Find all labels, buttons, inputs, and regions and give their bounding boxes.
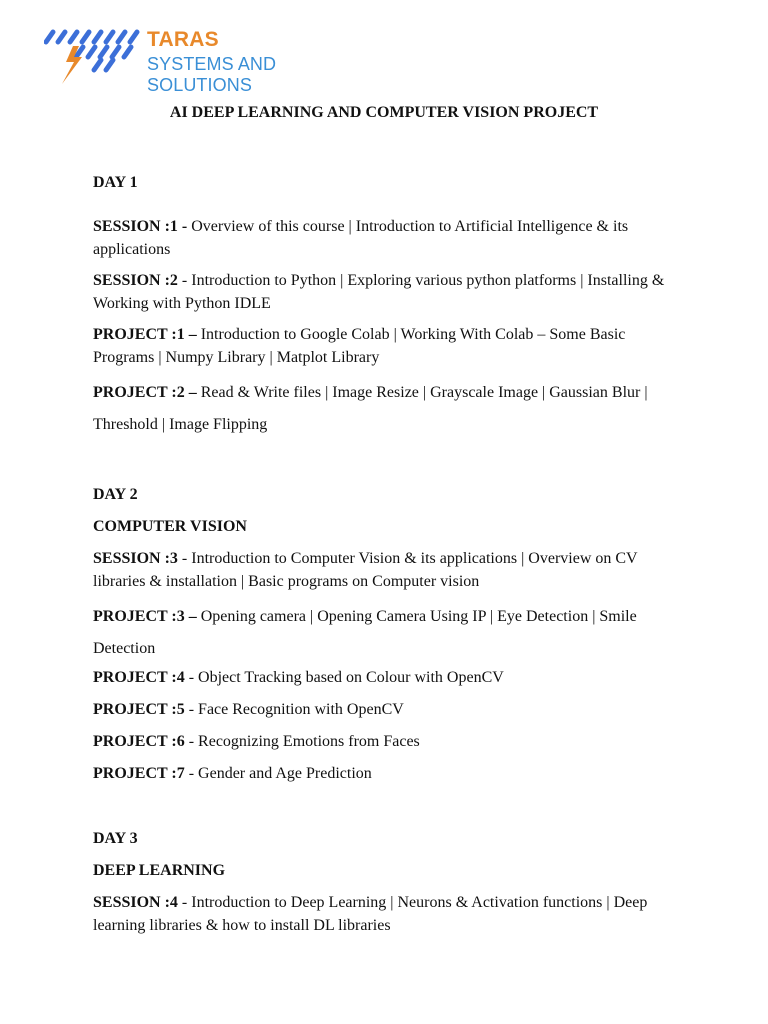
item-label: SESSION :3 <box>93 550 178 567</box>
day-1-item-2 <box>93 269 683 315</box>
item-text: - Gender and Age Prediction <box>184 765 372 782</box>
day-2-item-3 <box>93 666 683 689</box>
item-label: PROJECT :4 <box>93 669 185 686</box>
course-content <box>93 171 683 937</box>
item-text: Introduction to Google Colab | Working With Colab – Some Basic Programs | Numpy Library | Matplot Library <box>93 326 626 366</box>
item-text: - Introduction to Python | Exploring various python platforms | Installing & Working with Python IDLE <box>93 272 665 312</box>
day-2-item-1 <box>93 547 683 593</box>
item-label: SESSION :1 - <box>93 218 192 235</box>
item-label: SESSION :2 <box>93 272 178 289</box>
item-label: PROJECT :1 – <box>93 326 197 343</box>
item-label: PROJECT :6 <box>93 733 185 750</box>
item-text: - Introduction to Computer Vision & its applications | Overview on CV libraries & installation | Basic programs on Computer vision <box>93 550 638 590</box>
item-text: Opening camera | Opening Camera Using IP | Eye Detection | Smile Detection <box>93 608 637 657</box>
item-text: Overview of this course | Introduction to Artificial Intelligence & its applications <box>93 218 629 258</box>
item-text: Read & Write files | Image Resize | Grayscale Image | Gaussian Blur | Threshold | Image Flipping <box>93 384 648 433</box>
day-2-heading: DAY 2 <box>93 486 138 503</box>
day-2-item-6 <box>93 762 683 785</box>
day-1-item-4 <box>93 377 683 441</box>
item-label: SESSION :4 <box>93 894 178 911</box>
brand-name: TARAS <box>147 28 219 51</box>
item-text: - Introduction to Deep Learning | Neurons & Activation functions | Deep learning libraries & how to install DL libraries <box>93 894 648 934</box>
item-text: - Face Recognition with OpenCV <box>184 701 404 718</box>
day-3-subheading: DEEP LEARNING <box>93 862 226 879</box>
item-text: - Object Tracking based on Colour with OpenCV <box>184 669 504 686</box>
item-label: PROJECT :3 – <box>93 608 197 625</box>
company-logo <box>44 24 374 95</box>
day-2-item-4 <box>93 698 683 721</box>
item-text: - Recognizing Emotions from Faces <box>184 733 420 750</box>
day-3-item-1 <box>93 891 683 937</box>
document-title: AI DEEP LEARNING AND COMPUTER VISION PROJECT <box>169 104 599 121</box>
item-label: PROJECT :7 <box>93 765 185 782</box>
item-label: PROJECT :2 – <box>93 384 197 401</box>
day-1-heading: DAY 1 <box>93 174 138 191</box>
day-2-subheading: COMPUTER VISION <box>93 518 247 535</box>
day-2-item-2 <box>93 601 683 665</box>
brand-tagline: SYSTEMS AND SOLUTIONS <box>147 54 277 95</box>
item-label: PROJECT :5 <box>93 701 185 718</box>
day-1-item-1 <box>93 215 683 261</box>
day-3-heading: DAY 3 <box>93 830 138 847</box>
day-2-item-5 <box>93 730 683 753</box>
day-1-item-3 <box>93 323 683 369</box>
logo-mark-icon <box>44 24 144 86</box>
